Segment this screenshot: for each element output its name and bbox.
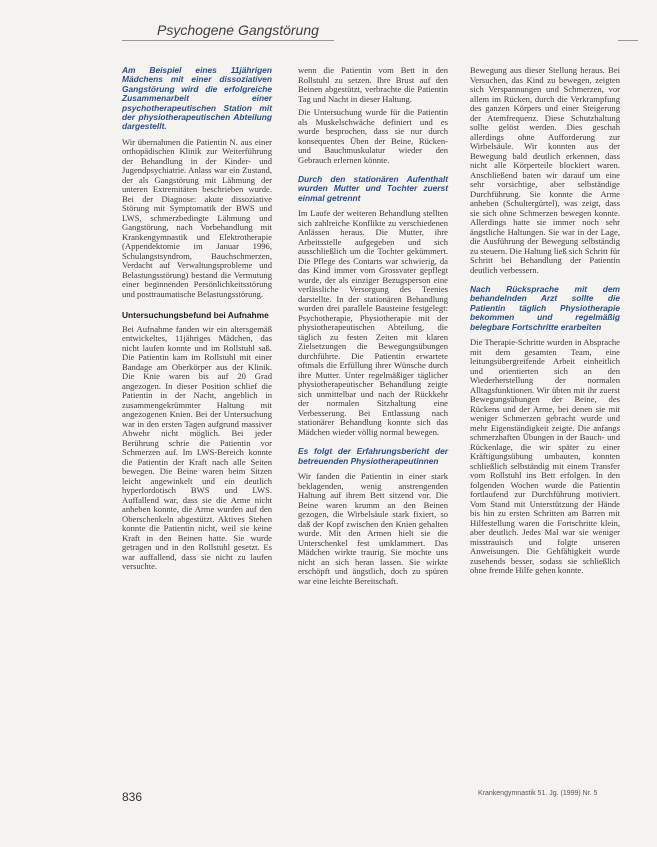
paragraph: Bei Aufnahme fanden wir ein altersgemäß entwickeltes, 11jähriges Mädchen, das nicht laufen konnte und im Rollstuhl saß. Die Patientin kam im Rollstuhl mit einer Bandage am Oberkörper aus der Klinik. Die Knie waren bis auf 20 Grad angezogen. In dieser Position schlief die Patientin in der Nacht, angeblich in zusammengekrümmter Haltung mit angezogenen Knien. Bei der Untersuchung war in den ersten Tagen aufgrund massiver Abwehr nicht möglich. Bei jeder Berührung schrie die Patientin vor Schmerzen auf. Im LWS-Bereich konnte die Patientin der Kraft nach alle Seiten bewegen. Die Beine waren beim Sitzen leicht angewinkelt und ein deutlich hyperlordotisch BWS und LWS. Auffallend war, dass sie die Arme nicht anheben konnte, die Arme wurden auf den Oberschenkeln abgestützt. Aktives Stehen konnte die Patientin nicht, weil sie keine Kraft in den Beinen hatte. Sie wurde getragen und in den Rollstuhl gesetzt. Es war auffallend, dass sie nicht zu laufen versuchte. [122, 323, 272, 572]
paragraph: wenn die Patientin vom Bett in den Rollstuhl zu setzen. Ihre Brust auf den Beinen abgestützt, verbrachte die Patientin Tag und Nacht in dieser Haltung. [298, 65, 448, 104]
paragraph: Die Therapie-Schritte wurden in Absprache mit dem gesamten Team, eine leitungsübergreifende Arbeit einheitlich und orientierten sich an den Wiederherstellung der normalen Alltagsfunktionen. Wir übten mit ihr zuerst Bewegungsübungen der Beine, des Rückens und der Arme, bei denen sie mit weniger Schmerzen gebracht wurde und mehr Eigenständigkeit zeigte. Die anfangs schmerzhaften Übungen in der Bauch- und Rückenlage, die wir später zu einer Kräftigungsübung umbauten, konnten schließlich selbständig mit einem Transfer vom Rollstuhl ins Bett erfolgen. In den folgenden Wochen wurde die Patientin fortlaufend zur Durchführung motiviert. Vom Stand mit Unterstützung der Hände bis hin zu ersten Schritten am Barren mit Hilfestellung waren die Fortschritte klein, aber deutlich. Jedes Mal war sie weniger misstrauisch und folgte unseren Anweisungen. Die Gehfähigkeit wurde zusehends besser, sodass sie schließlich ohne fremde Hilfe gehen konnte. [470, 337, 620, 576]
highlight-subheading: Durch den stationären Aufenthalt wurden Mutter und Tochter zuerst einmal getrennt [298, 174, 448, 203]
text-column-3 [470, 66, 620, 580]
paragraph: Bewegung aus dieser Stellung heraus. Bei Versuchen, das Kind zu bewegen, zeigten sich Verspannungen und Schmerzen, vor allem im Rücken, durch die Verkrampfung des ganzen Körpers und einer Steigerung der Atemfrequenz. Diese Schutzhaltung sollte gelöst werden. Dies geschah allerdings ohne Aufforderung zur Wirbelsäule. Wir konnten aus der Bewegung bald deutlich erkennen, dass nicht alle Körperteile blockiert waren. Anschließend baten wir darauf um eine sehr vorsichtige, aber selbständige Durchführung. Sie konnte die Arme anheben (Schultergürtel), was zeigt, dass sie sich ohne Schmerzen bewegen konnte. Allerdings hatte sie immer noch sehr ängstliche Haltungen. Sie war in der Lage, die Ausführung der Bewegung selbständig zu steuern. Die Haltung ließ sich Schritt für Schritt bei Behandlung der Patientin deutlich verbessern. [470, 65, 620, 275]
highlight-subheading: Es folgt der Erfahrungsbericht der betreuenden Physiotherapeutinnen [298, 446, 448, 466]
text-column-1 [122, 66, 272, 576]
header-rule-left [122, 40, 334, 41]
paragraph: Wir übernahmen die Patientin N. aus einer orthopädischen Klinik zur Weiterführung der Behandlung in der Kinder- und Jugendpsychiatrie. Anlass war ein Zustand, der als Gangstörung mit Lähmung der unteren Extremitäten beschrieben wurde. Bei der Diagnose: akute dissoziative Störung mit Symptomatik der BWS und LWS, schmerzbedingte Lähmung und Gangstörung, nach Vorbehandlung mit Krankengymnastik und Elektrotherapie (Appendektomie im Januar 1996, Schulangstsyndrom, Bauchschmerzen, Verdacht auf Verwaltungsprobleme und Belastungsstörung) bestand die Vermutung einer beginnenden Persönlichkeitsstörung und posttraumatische Belastungsstörung. [122, 136, 272, 299]
page-number: 836 [122, 790, 143, 804]
header-rule-right [618, 40, 638, 41]
paragraph: Die Untersuchung wurde für die Patientin als Muskelschwäche definiert und es wurde besprochen, dass sie nur durch konsequentes Üben der Beine, Rücken- und Bauchmuskulatur wieder den Gebrauch erlernen könnte. [298, 107, 448, 165]
section-heading: Untersuchungsbefund bei Aufnahme [122, 310, 269, 321]
paragraph: Wir fanden die Patientin in einer stark beklagenden, wenig anstrengenden Haltung auf ihrem Bett sitzend vor. Die Beine waren krumm an den Beinen gezogen, die Wirbelsäule stark fixiert, so daß der Kopf zwischen den Knien gehalten wurde. Mit den Armen hielt sie die Unterschenkel fest umklammert. Das Mädchen wirkte traurig. Sie mochte uns nicht an sich heran lassen. Sie wirkte erschöpft und ängstlich, doch zu spüren war eine leichte Bereitschaft. [298, 471, 448, 586]
highlight-subheading: Nach Rücksprache mit dem behandelnden Arzt sollte die Patientin täglich Physiotherapie bekommen und regelmäßig belegbare Fortschritte erarbeiten [470, 284, 620, 332]
journal-reference: Krankengymnastik 51. Jg. (1999) Nr. 5 [478, 790, 598, 797]
running-header-title: Psychogene Gangstörung [157, 22, 319, 38]
text-column-2 [298, 66, 448, 590]
intro-summary: Am Beispiel eines 11jährigen Mädchens mit einer dissoziativen Gangstörung wird die erfolgreiche Zusammenarbeit einer psychotherapeutischen Station mit der physiotherapeutischen Abteilung dargestellt. [122, 65, 272, 132]
paragraph: Im Laufe der weiteren Behandlung stellten sich zahlreiche Konflikte zu verschiedenen Anlässen heraus. Die Mutter, ihre Arbeitsstelle aufgegeben und sich ausschließlich um die Tochter gekümmert. Die Pflege des Contarts war schwierig, da das Kind immer vom Grossvater gepflegt wurde, der als einziger Bezugsperson eine verlässliche Versorgung des Teenies darstellte. In der stationären Behandlung wurden drei parallele Bausteine festgelegt: Psychotherapie, Physiotherapie mit der physiotherapeutischen Abteilung, die täglich zu festen Zeiten mit klaren Zielsetzungen die Bewegungsübungen durchführte. Die Patientin erwartete oftmals die Erfüllung ihrer Wünsche durch ihre Mutter. Unter regelmäßiger täglicher physiotherapeutischer Behandlung zeigte sich unmittelbar und nach der Rückkehr der normalen Sitzhaltung eine Verbesserung. Bei Entlassung nach stationärer Behandlung konnte sich das Mädchen wieder völlig normal bewegen. [298, 208, 448, 437]
